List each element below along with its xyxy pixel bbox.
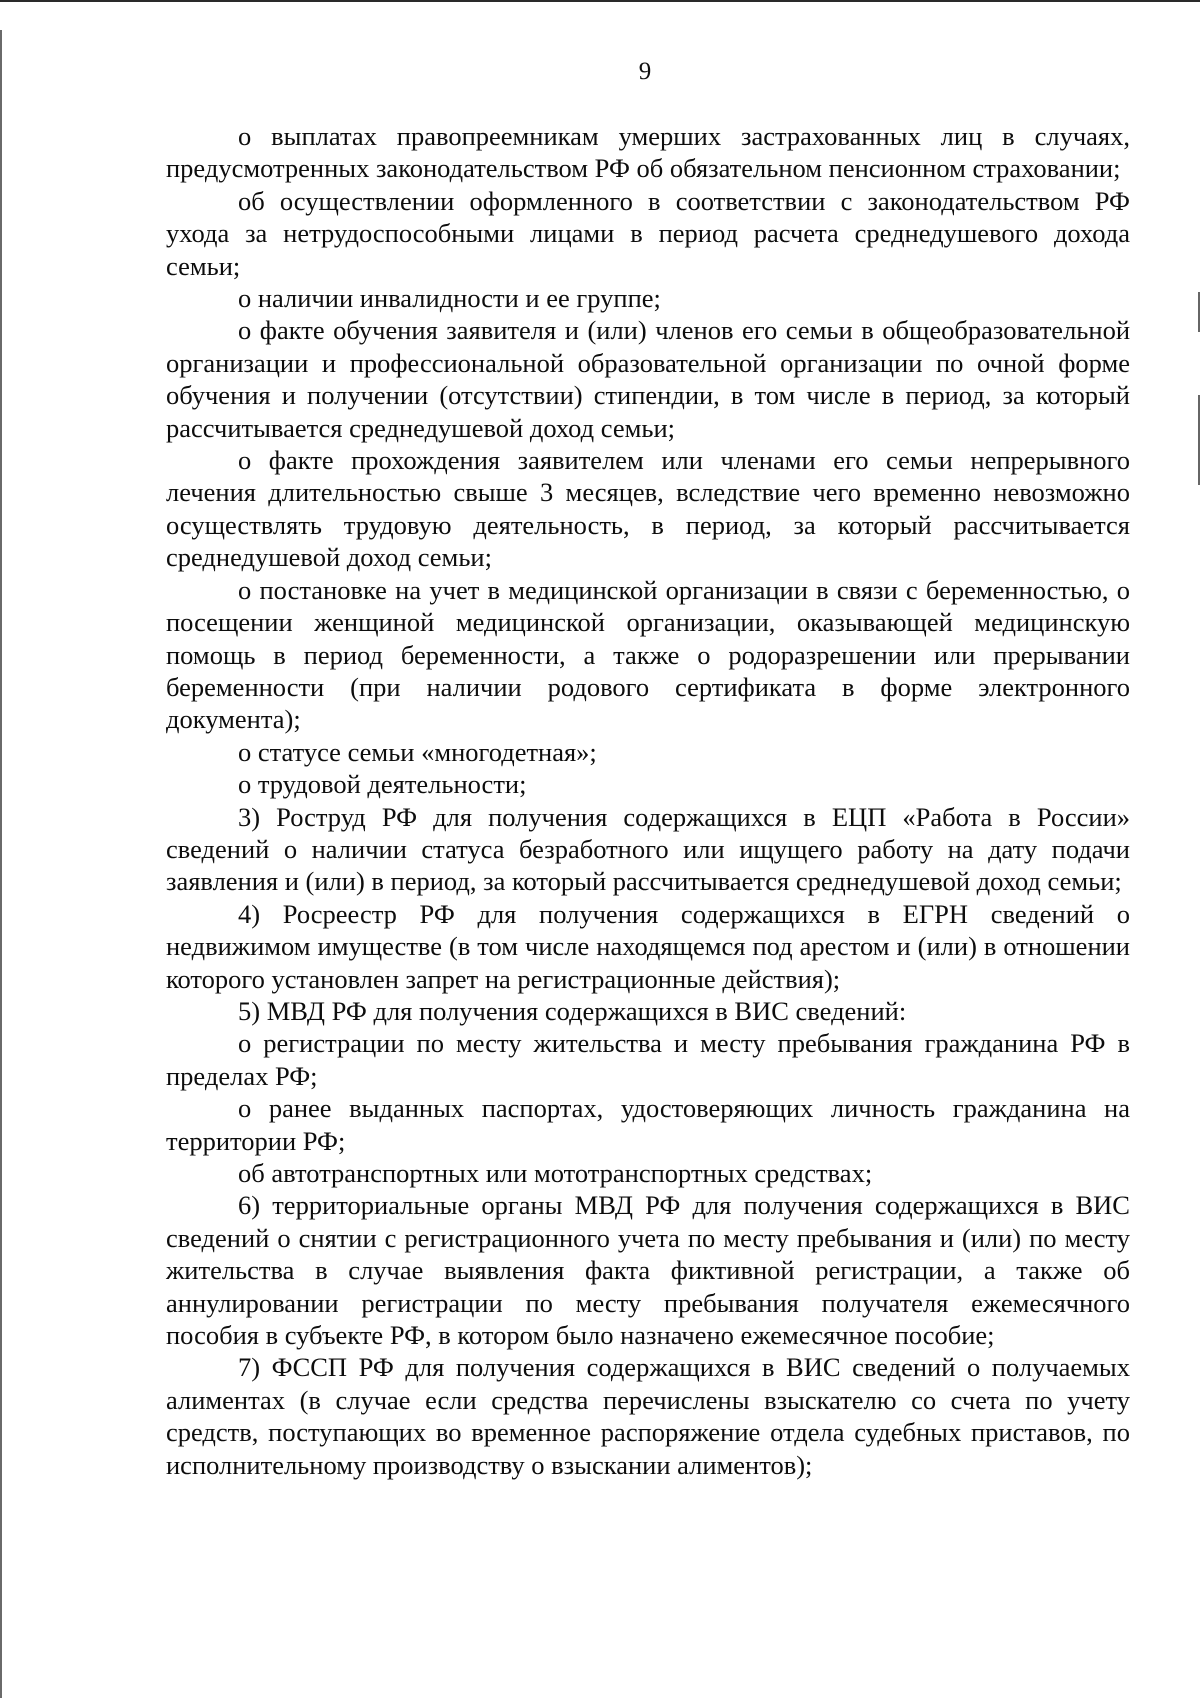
scan-top-edge (0, 0, 1200, 2)
paragraph: 3) Роструд РФ для получения содержащихся в ЕЦП «Работа в России» сведений о наличии статуса безработного или ищущего работу на дату подачи заявления и (или) в период, за который рассчитывается среднедушевой доход семьи; (166, 801, 1130, 897)
scan-left-edge (0, 30, 2, 1698)
paragraph: о факте прохождения заявителем или членами его семьи непрерывного лечения длительностью свыше 3 месяцев, вследствие чего временно невозможно осуществлять трудовую деятельность, в период, за который рассчитывается среднедушевой доход семьи; (166, 445, 1130, 573)
paragraph: о постановке на учет в медицинской организации в связи с беременностью, о посещении женщиной медицинской организации, оказывающей медицинскую помощь в период беременности, а также о родоразрешении или прерывании беременности (при наличии родового сертификата в форме электронного документа); (166, 574, 1130, 735)
paragraph: о ранее выданных паспортах, удостоверяющих личность гражданина на территории РФ; (166, 1093, 1130, 1156)
document-text (166, 120, 1130, 1481)
paragraph: об осуществлении оформленного в соответствии с законодательством РФ ухода за нетрудоспособными лицами в период расчета среднедушевого дохода семьи; (166, 185, 1130, 281)
page-number: 9 (638, 58, 652, 85)
paragraph: о статусе семьи «многодетная»; (238, 736, 597, 767)
paragraph: 7) ФССП РФ для получения содержащихся в ВИС сведений о получаемых алиментах (в случае если средства перечислены взыскателю со счета по учету средств, поступающих во временное распоряжение отдела судебных приставов, по исполнительному производству о взыскании алиментов); (166, 1352, 1130, 1480)
paragraph: о регистрации по месту жительства и месту пребывания гражданина РФ в пределах РФ; (166, 1028, 1130, 1091)
paragraph: о трудовой деятельности; (238, 769, 527, 800)
paragraph: о факте обучения заявителя и (или) членов его семьи в общеобразовательной организации и профессиональной образовательной организации по очной форме обучения и получении (отсутствии) стипендии, в том числе в период, за который рассчитывается среднедушевой доход семьи; (166, 315, 1130, 443)
paragraph: о наличии инвалидности и ее группе; (238, 283, 661, 314)
paragraph: 4) Росреестр РФ для получения содержащихся в ЕГРН сведений о недвижимом имуществе (в том числе находящемся под арестом и (или) в отношении которого установлен запрет на регистрационные действия); (166, 898, 1130, 994)
paragraph: об автотранспортных или мототранспортных средствах; (238, 1158, 873, 1188)
paragraph: 6) территориальные органы МВД РФ для получения содержащихся в ВИС сведений о снятии с регистрационного учета по месту пребывания и (или) по месту жительства в случае выявления факта фиктивной регистрации, а также об аннулировании регистрации по месту пребывания получателя ежемесячного пособия в субъекте РФ, в котором было назначено ежемесячное пособие; (166, 1190, 1130, 1351)
paragraph: о выплатах правопреемникам умерших застрахованных лиц в случаях, предусмотренных законодательством РФ об обязательном пенсионном страховании; (166, 121, 1130, 184)
paragraph: 5) МВД РФ для получения содержащихся в ВИС сведений: (238, 995, 907, 1026)
